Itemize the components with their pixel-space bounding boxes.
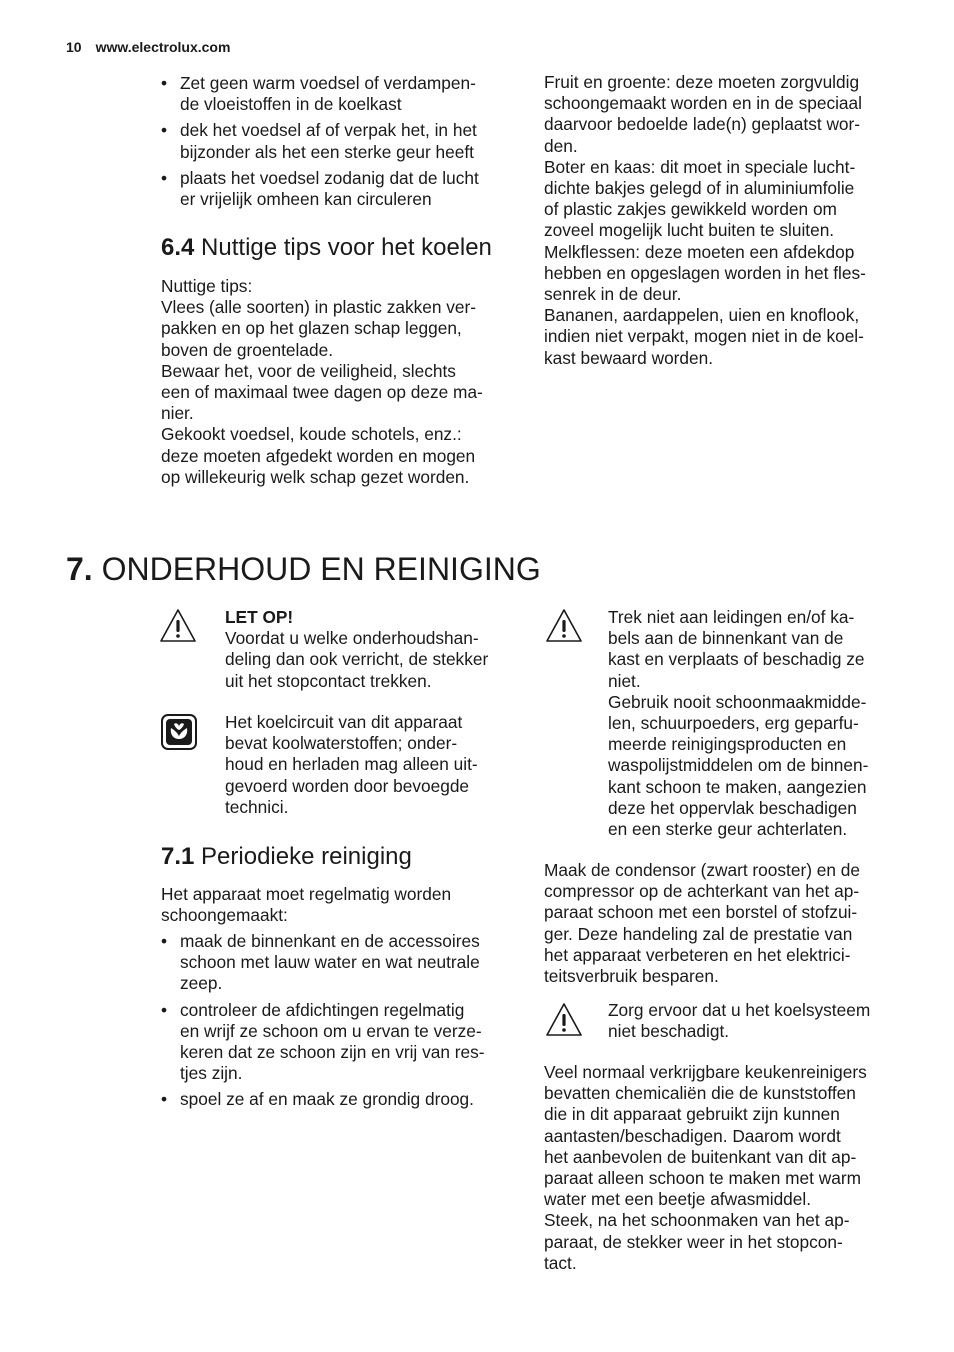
text-line: senrek in de deur.: [544, 284, 682, 305]
food-storage-text: [544, 72, 914, 369]
text-line: niet.: [608, 670, 641, 691]
text-line: dichte bakjes gelegd of in aluminiumfolie: [544, 178, 855, 199]
website-link[interactable]: www.electrolux.com: [95, 39, 231, 55]
text-line: het aanbevolen de buitenkant van dit ap-: [544, 1146, 857, 1167]
text-line: bijzonder als het een sterke geur heeft: [180, 141, 474, 162]
caution-label: LET OP!: [225, 607, 294, 627]
page-number: 10: [66, 39, 82, 55]
environment-icon: [159, 712, 199, 752]
text-line: • controleer de afdichtingen regelmatig: [180, 999, 465, 1020]
text-line: • maak de binnenkant en de accessoires: [180, 931, 480, 951]
text-line: daarvoor bedoelde lade(n) geplaatst wor-: [544, 114, 861, 135]
condenser-cleaning-text: [544, 860, 914, 987]
text-line: meerde reinigingsproducten en: [608, 734, 847, 755]
text-line: tact.: [544, 1252, 577, 1273]
text-line: er vrijelijk omheen kan circuleren: [180, 189, 432, 210]
warning-triangle-icon: [544, 1000, 584, 1040]
text-line: of plastic zakjes gewikkeld worden om: [544, 199, 837, 220]
text-line: uit het stopcontact trekken.: [225, 670, 432, 691]
chapter-number: 7.: [66, 551, 93, 587]
text-line: die in dit apparaat gebruikt zijn kunnen: [544, 1104, 840, 1125]
text-line: het apparaat verbeteren en het elektrici-: [544, 944, 851, 965]
text-line: Zorg ervoor dat u het koelsysteem: [608, 1000, 871, 1020]
text-line: hebben en opgeslagen worden in het fles-: [544, 262, 866, 283]
text-line: Trek niet aan leidingen en/of ka-: [608, 607, 855, 627]
text-line: len, schuurpoeders, erg geparfu-: [608, 713, 859, 734]
text-line: zoveel mogelijk lucht buiten te sluiten.: [544, 220, 835, 241]
text-line: kant schoon te maken, aangezien: [608, 776, 867, 797]
text-line: Bewaar het, voor de veiligheid, slechts: [161, 360, 456, 381]
text-line: indien niet verpakt, mogen niet in de koel-: [544, 326, 864, 347]
text-line: pakken en op het glazen schap leggen,: [161, 318, 462, 339]
text-line: schoongemaakt worden en in de speciaal: [544, 93, 862, 114]
text-line: nier.: [161, 403, 194, 424]
text-line: deze moeten afgedekt worden en mogen: [161, 445, 476, 466]
text-line: Gekookt voedsel, koude schotels, enz.:: [161, 424, 462, 445]
text-line: Fruit en groente: deze moeten zorgvuldig: [544, 72, 860, 92]
text-line: ger. Deze handeling zal de prestatie van: [544, 923, 853, 944]
text-line: Voordat u welke onderhoudshan-: [225, 628, 479, 649]
warning-triangle-icon: [158, 606, 198, 646]
text-line: paraat, de stekker weer in het stopcon-: [544, 1231, 843, 1252]
list-item: [161, 1000, 521, 1085]
text-line: een of maximaal twee dagen op deze ma-: [161, 382, 483, 403]
section-title: Nuttige tips voor het koelen: [201, 234, 492, 261]
chapter-title: ONDERHOUD EN REINIGING: [101, 551, 541, 587]
text-line: Boter en kaas: dit moet in speciale lucht-: [544, 156, 856, 177]
text-line: schoongemaakt:: [161, 905, 288, 926]
text-line: Het apparaat moet regelmatig worden: [161, 884, 452, 904]
text-line: keren dat ze schoon zijn en vrij van res-: [180, 1042, 485, 1063]
text-line: Gebruik nooit schoonmaakmidde-: [608, 691, 867, 712]
list-item: [161, 120, 521, 162]
text-line: • plaats het voedsel zodanig dat de lucht: [180, 167, 479, 188]
section-heading-7-1: [161, 843, 412, 871]
text-line: niet beschadigt.: [608, 1021, 730, 1042]
section-title: Periodieke reiniging: [201, 843, 412, 870]
text-line: compressor op de achterkant van het ap-: [544, 881, 860, 902]
text-line: Nuttige tips:: [161, 276, 253, 296]
text-line: Veel normaal verkrijgbare keukenreinigers: [544, 1062, 867, 1082]
text-line: houd en herladen mag alleen uit-: [225, 754, 478, 775]
text-line: • dek het voedsel af of verpak het, in het: [180, 120, 477, 141]
text-line: Bananen, aardappelen, uien en knoflook,: [544, 305, 860, 326]
text-line: paraat schoon met een borstel of stofzui-: [544, 902, 858, 923]
text-line: tjes zijn.: [180, 1063, 243, 1084]
text-line: • spoel ze af en maak ze grondig droog.: [180, 1089, 474, 1110]
text-line: kast bewaard worden.: [544, 347, 714, 368]
list-item: [161, 73, 521, 115]
text-line: Steek, na het schoonmaken van het ap-: [544, 1210, 850, 1231]
text-line: de vloeistoffen in de koelkast: [180, 94, 402, 115]
text-line: deze het oppervlak beschadigen: [608, 797, 857, 818]
text-line: bels aan de binnenkant van de: [608, 628, 844, 649]
text-line: teitsverbruik besparen.: [544, 966, 719, 987]
cooling-system-warning-note: [608, 1000, 908, 1042]
text-line: Maak de condensor (zwart rooster) en de: [544, 860, 861, 880]
text-line: bevatten chemicaliën die de kunststoffen: [544, 1083, 856, 1104]
page-header: [66, 39, 230, 55]
cleaning-bullet-list: [161, 931, 521, 1116]
cooling-tips-text: [161, 276, 521, 488]
list-item: [161, 168, 521, 210]
text-line: technici.: [225, 796, 289, 817]
text-line: Het koelcircuit van dit apparaat: [225, 712, 463, 732]
storage-bullet-list: [161, 73, 521, 215]
text-line: boven de groentelade.: [161, 339, 333, 360]
caution-note: [225, 607, 525, 692]
list-item: [161, 1089, 521, 1110]
text-line: bevat koolwaterstoffen; onder-: [225, 733, 458, 754]
chapter-heading: [66, 551, 541, 587]
list-item: [161, 931, 521, 995]
text-line: op willekeurig welk schap gezet worden.: [161, 466, 470, 487]
text-line: en een sterke geur achterlaten.: [608, 819, 848, 840]
text-line: waspolijstmiddelen om de binnen-: [608, 755, 869, 776]
text-line: en wrijf ze schoon om u ervan te verze-: [180, 1020, 482, 1041]
cables-warning-note: [608, 607, 908, 840]
section-number: 6.4: [161, 234, 195, 261]
periodic-cleaning-intro: [161, 884, 521, 926]
text-line: den.: [544, 135, 578, 156]
text-line: Melkflessen: deze moeten een afdekdop: [544, 241, 855, 262]
text-line: kast en verplaats of beschadig ze: [608, 649, 865, 670]
environment-note: [225, 712, 525, 818]
text-line: zeep.: [180, 973, 223, 994]
text-line: • Zet geen warm voedsel of verdampen-: [180, 73, 476, 93]
text-line: Vlees (alle soorten) in plastic zakken ver-: [161, 297, 477, 318]
text-line: water met een beetje afwasmiddel.: [544, 1189, 812, 1210]
text-line: schoon met lauw water en wat neutrale: [180, 952, 480, 973]
warning-triangle-icon: [544, 606, 584, 646]
text-line: deling dan ook verricht, de stekker: [225, 649, 489, 670]
section-heading-6-4: [161, 234, 492, 262]
kitchen-cleaners-text: [544, 1062, 914, 1274]
text-line: gevoerd worden door bevoegde: [225, 775, 470, 796]
text-line: paraat alleen schoon te maken met warm: [544, 1168, 861, 1189]
text-line: aantasten/beschadigen. Daarom wordt: [544, 1125, 841, 1146]
section-number: 7.1: [161, 843, 195, 870]
